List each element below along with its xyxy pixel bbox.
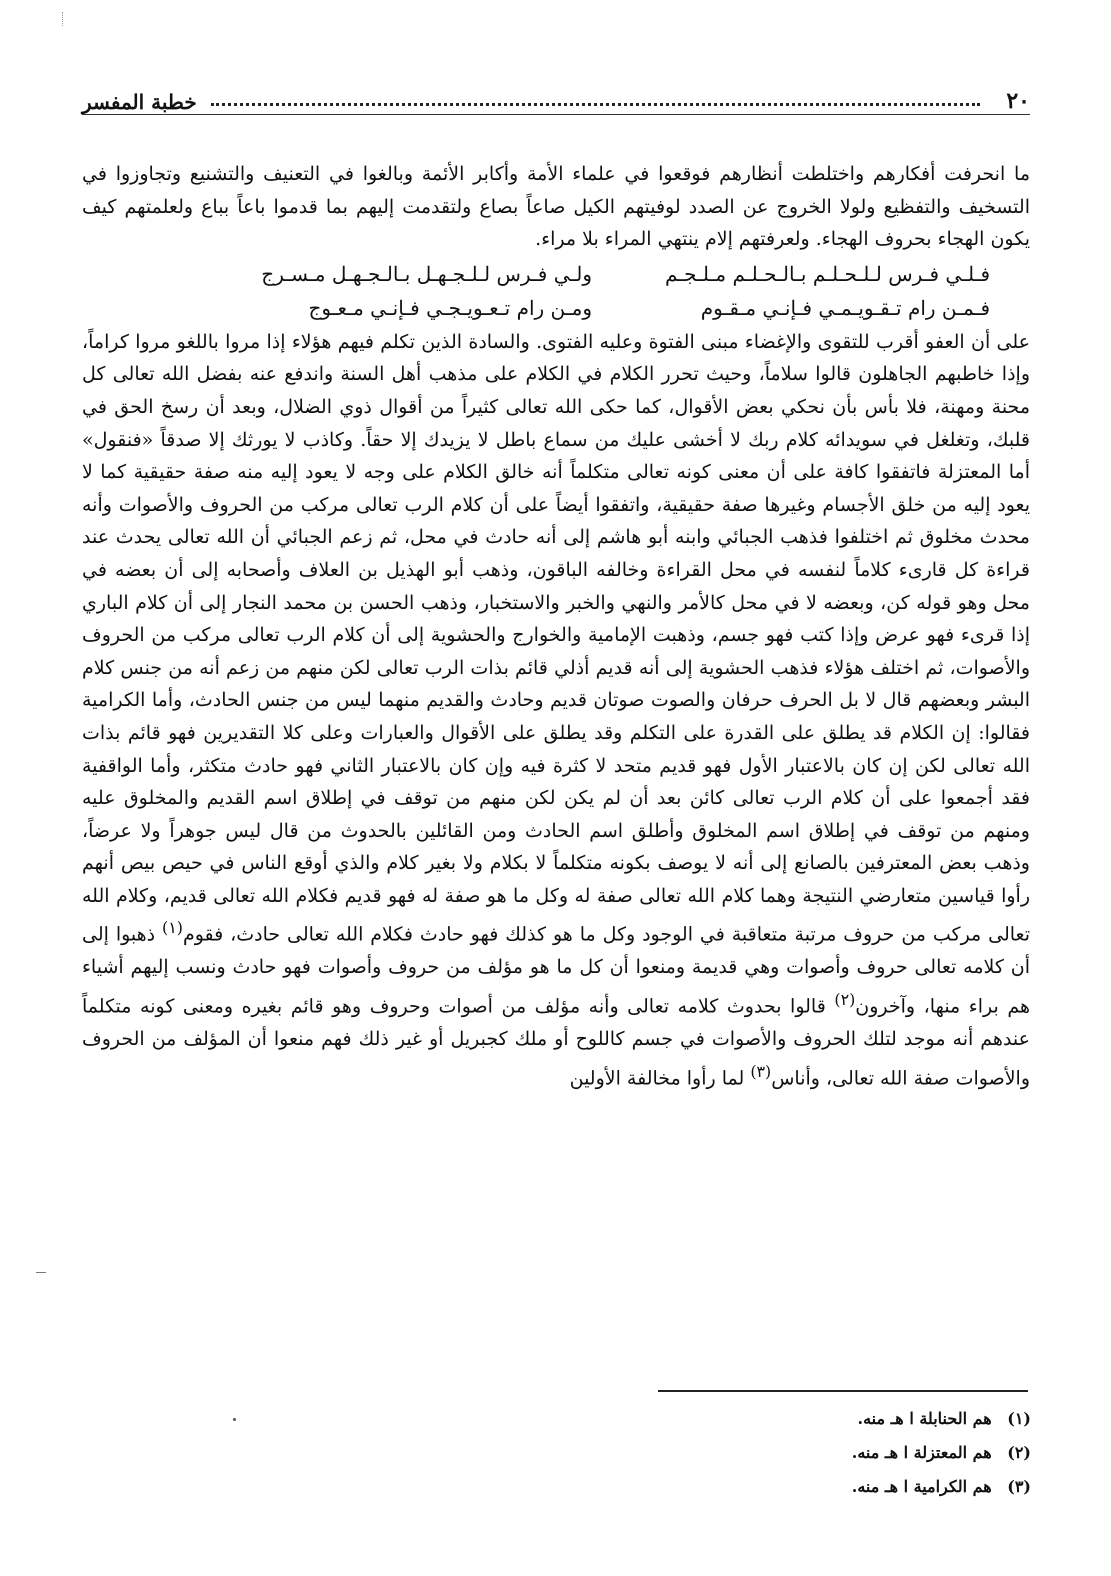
footnote-1 [631, 1402, 1031, 1436]
footnote-3 [631, 1470, 1031, 1504]
page-number: ٢٠ [1006, 88, 1030, 114]
footnote-3-text: هم الكرامية ا هـ منه. [851, 1477, 992, 1496]
main-text-d: لما رأوا مخالفة الأولين [569, 1066, 751, 1089]
intro-paragraph: ما انحرفت أفكارهم واختلطت أنظارهم فوقعوا في علماء الأمة وأكابر الأئمة وبالغوا في التعنيف والتشنيع وتجاوزوا في التسخيف والتفظيع ولولا الخروج عن الصدد لوفيتهم الكيل صاعاً بصاع ولتقدمت إليهم بما قدموا باعاً بباع ولعلمتهم كيف يكون الهجاء بحروف الهجاء. ولعرفتهم إلام ينتهي المراء بلا مراء. [82, 163, 1030, 251]
main-text-block [82, 158, 1030, 1094]
scan-mark [62, 12, 65, 26]
verse-1 [82, 258, 1030, 288]
margin-tick-mark [36, 1272, 46, 1273]
footnote-ref-2: (٢) [834, 989, 856, 1009]
main-text-c: قالوا بحدوث كلامه تعالى وأنه مؤلف من أصوات وحروف وهو قائم بغيره ومعنى كونه متكلماً عندهم أنه موجد لتلك الحروف والأصوات في جسم كاللوح أو ملك كجبريل أو غير ذلك فهم منعوا أن المؤلف من الحروف والأصوات صفة الله تعالى، وأناس [82, 995, 1030, 1089]
running-title: خطبة المفسر [82, 90, 197, 114]
verse-2-second-hemistich: ومـن رام تـعـويـجـي فـإنـي مـعـوج [308, 295, 592, 320]
footnote-1-mark: (١) [1007, 1409, 1031, 1428]
footnote-ref-1: (١) [162, 918, 183, 938]
running-header [82, 80, 1030, 115]
main-text-b: ذهبوا إلى أن كلامه تعالى حروف وأصوات وهي قديمة ومنعوا أن كل ما هو مؤلف من حروف وأصوات فهو حادث ونسب إليهم أشياء هم براء منها، وآخرون [82, 923, 1031, 1018]
verse-2 [82, 292, 1030, 322]
verse-2-first-hemistich: فـمـن رام تـقـويـمـي فـإنـي مـقـوم [700, 295, 990, 320]
footnote-2 [631, 1436, 1031, 1470]
scan-speck [233, 1418, 236, 1421]
header-dot-leader [211, 103, 981, 106]
footnote-2-text: هم المعتزلة ا هـ منه. [851, 1443, 992, 1462]
footnote-1-text: هم الحنابلة ا هـ منه. [857, 1409, 992, 1428]
footnote-separator [658, 1390, 1028, 1392]
footnote-3-mark: (٣) [1007, 1477, 1031, 1496]
poem [82, 256, 1030, 322]
footnotes [631, 1402, 1031, 1504]
footnote-ref-3: (٣) [750, 1061, 772, 1081]
footnote-2-mark: (٢) [1007, 1443, 1031, 1462]
main-paragraph [82, 326, 1030, 1095]
verse-1-first-hemistich: فـلـي فـرس لـلـحـلـم بـالـحـلـم مـلـجـم [664, 261, 990, 286]
verse-1-second-hemistich: ولـي فـرس لـلـجـهـل بـالـجـهـل مـسـرج [261, 261, 592, 286]
main-text: على أن العفو أقرب للتقوى والإغضاء مبنى الفتوة وعليه الفتوى. والسادة الذين تكلم فيهم هؤلاء إذا مروا باللغو مروا كراماً، وإذا خاطبهم الجاهلون قالوا سلاماً، وحيث تحرر الكلام في الكلام على مذهب أهل السنة واندفع عنه بفضل الله تعالى كل محنة ومهنة، فلا بأس بأن نحكي بعض الأقوال، كما حكى الله تعالى كثيراً من أقوال ذوي الضلال، وبعد أن رسخ الحق في قلبك، وتغلغل في سويدائه كلام ربك لا أخشى عليك من سماع باطل لا يزيدك إلا حقاً. وكاذب لا يورثك إلا صدقاً «فنقول» أما المعتزلة فاتفقوا كافة على أن معنى كونه تعالى متكلماً أنه خالق الكلام على وجه لا يعود إليه منه صفة حقيقية كما لا يعود إليه من خلق الأجسام وغيرها صفة حقيقية، واتفقوا أيضاً على أن كلام الرب تعالى مركب من الحروف والأصوات وأنه محدث مخلوق ثم اختلفوا فذهب الجبائي وابنه أبو هاشم إلى أنه حادث في محل، ثم زعم الجبائي أن الله تعالى يحدث عند قراءة كل قارىء كلاماً لنفسه في محل القراءة وخالفه الباقون، وذهب أبو الهذيل بن العلاف وأصحابه إلى أن بعضه في محل وهو قوله كن، وبعضه لا في محل كالأمر والنهي والخبر والاستخبار، وذهب الحسن بن محمد النجار إلى أن كلام الباري إذا قرىء فهو عرض وإذا كتب فهو جسم، وذهبت الإمامية والخوارج والحشوية إلى أن كلام الرب تعالى مركب من الحروف والأصوات، ثم اختلف هؤلاء فذهب الحشوية إلى أنه قديم أذلي قائم بذات الرب تعالى لكن منهم من زعم أنه من جنس كلام البشر وبعضهم قال لا بل الحرف حرفان والصوت صوتان قديم وحادث والقديم منهما ليس من جنس الحادث، وأما الكرامية فقالوا: إن الكلام قد يطلق على القدرة على التكلم وقد يطلق على الأقوال والعبارات وعلى كلا التقديرين فهو قائم بذات الله تعالى لكن إن كان بالاعتبار الأول فهو قديم متحد لا كثرة فيه وإن كان بالاعتبار الثاني فهو حادث متكثر، وأما الواقفية فقد أجمعوا على أن كلام الرب تعالى كائن بعد أن لم يكن لكن منهم من توقف في إطلاق اسم القديم والمخلوق عليه ومنهم من توقف في إطلاق اسم المخلوق وأطلق اسم الحادث ومن القائلين بالحدوث من قال ليس جوهراً ولا عرضاً، وذهب بعض المعترفين بالصانع إلى أنه لا يوصف بكونه متكلماً لا بكلام ولا بغير كلام والذي أوقع الناس في حيص بيص أنهم رأوا قياسين متعارضي النتيجة وهما كلام الله تعالى صفة له وكل ما هو صفة له فهو قديم فكلام الله تعالى قديم، وكلام الله تعالى مركب من حروف مرتبة متعاقبة في الوجود وكل ما هو كذلك فهو حادث فكلام الله تعالى حادث، فقوم [82, 330, 1031, 946]
